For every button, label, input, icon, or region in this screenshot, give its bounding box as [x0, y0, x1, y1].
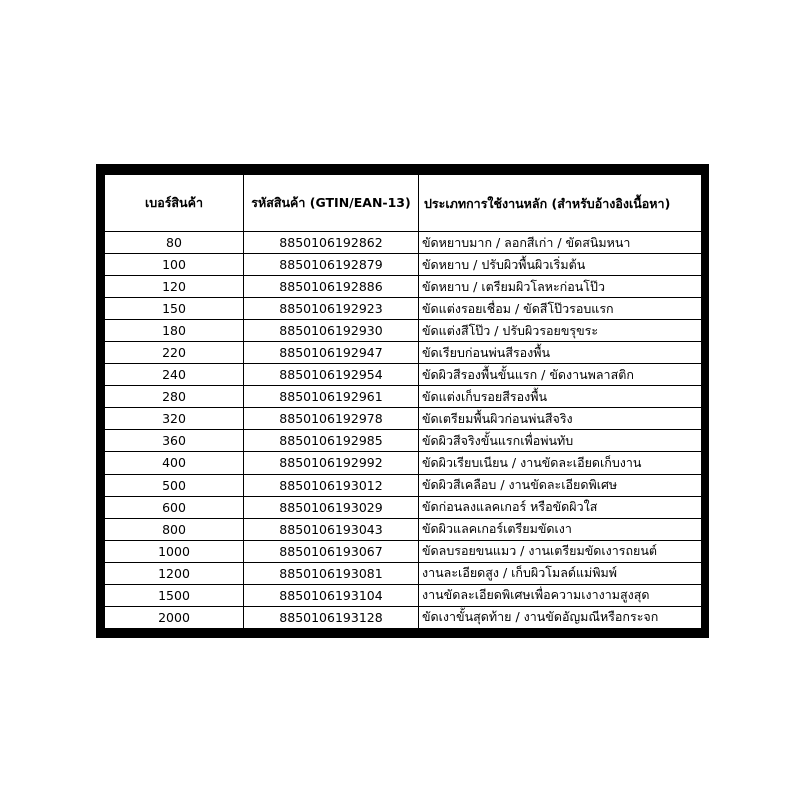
- grit-cell: 150: [105, 298, 244, 320]
- gtin-cell: 8850106193128: [244, 606, 419, 628]
- table-row: [105, 496, 702, 518]
- grit-cell: 80: [105, 232, 244, 254]
- grit-cell: 100: [105, 254, 244, 276]
- grit-cell: 1200: [105, 562, 244, 584]
- gtin-cell: 8850106193067: [244, 540, 419, 562]
- gtin-cell: 8850106193012: [244, 474, 419, 496]
- table-body: [105, 232, 702, 629]
- grit-cell: 360: [105, 430, 244, 452]
- grit-cell: 180: [105, 320, 244, 342]
- gtin-cell: 8850106193029: [244, 496, 419, 518]
- usage-cell: ขัดแต่งสีโป๊ว / ปรับผิวรอยขรุขระ: [419, 320, 702, 342]
- gtin-cell: 8850106193081: [244, 562, 419, 584]
- grit-cell: 120: [105, 276, 244, 298]
- table-row: [105, 320, 702, 342]
- table-row: [105, 408, 702, 430]
- gtin-cell: 8850106193043: [244, 518, 419, 540]
- header-gtin: รหัสสินค้า (GTIN/EAN-13): [244, 175, 419, 232]
- table-row: [105, 562, 702, 584]
- gtin-cell: 8850106192985: [244, 430, 419, 452]
- table-row: [105, 584, 702, 606]
- gtin-cell: 8850106192923: [244, 298, 419, 320]
- table-row: [105, 232, 702, 254]
- grit-cell: 240: [105, 364, 244, 386]
- usage-cell: ขัดแต่งเก็บรอยสีรองพื้น: [419, 386, 702, 408]
- usage-cell: งานขัดละเอียดพิเศษเพื่อความเงางามสูงสุด: [419, 584, 702, 606]
- table-row: [105, 606, 702, 628]
- grit-cell: 1500: [105, 584, 244, 606]
- gtin-cell: 8850106192947: [244, 342, 419, 364]
- table-row: [105, 430, 702, 452]
- usage-cell: ขัดผิวสีเคลือบ / งานขัดละเอียดพิเศษ: [419, 474, 702, 496]
- gtin-cell: 8850106192886: [244, 276, 419, 298]
- grit-cell: 2000: [105, 606, 244, 628]
- table-row: [105, 254, 702, 276]
- table-row: [105, 364, 702, 386]
- usage-cell: ขัดหยาบ / เตรียมผิวโลหะก่อนโป๊ว: [419, 276, 702, 298]
- gtin-cell: 8850106192862: [244, 232, 419, 254]
- header-usage: ประเภทการใช้งานหลัก (สำหรับอ้างอิงเนื้อหา): [419, 175, 702, 232]
- grit-cell: 500: [105, 474, 244, 496]
- grit-cell: 800: [105, 518, 244, 540]
- grit-cell: 600: [105, 496, 244, 518]
- gtin-cell: 8850106192930: [244, 320, 419, 342]
- usage-cell: ขัดเรียบก่อนพ่นสีรองพื้น: [419, 342, 702, 364]
- product-table: [104, 174, 702, 629]
- usage-cell: ขัดผิวเรียบเนียน / งานขัดละเอียดเก็บงาน: [419, 452, 702, 474]
- grit-cell: 320: [105, 408, 244, 430]
- table-row: [105, 386, 702, 408]
- table-row: [105, 276, 702, 298]
- gtin-cell: 8850106192954: [244, 364, 419, 386]
- gtin-cell: 8850106193104: [244, 584, 419, 606]
- table-row: [105, 474, 702, 496]
- table-frame: [96, 164, 709, 638]
- usage-cell: ขัดเตรียมพื้นผิวก่อนพ่นสีจริง: [419, 408, 702, 430]
- usage-cell: ขัดผิวสีรองพื้นขั้นแรก / ขัดงานพลาสติก: [419, 364, 702, 386]
- usage-cell: ขัดเงาขั้นสุดท้าย / งานขัดอัญมณีหรือกระจก: [419, 606, 702, 628]
- header-grit: เบอร์สินค้า: [105, 175, 244, 232]
- usage-cell: ขัดหยาบมาก / ลอกสีเก่า / ขัดสนิมหนา: [419, 232, 702, 254]
- grit-cell: 220: [105, 342, 244, 364]
- grit-cell: 400: [105, 452, 244, 474]
- table-row: [105, 452, 702, 474]
- usage-cell: ขัดผิวแลคเกอร์เตรียมขัดเงา: [419, 518, 702, 540]
- gtin-cell: 8850106192961: [244, 386, 419, 408]
- table-row: [105, 342, 702, 364]
- table-row: [105, 540, 702, 562]
- usage-cell: ขัดลบรอยขนแมว / งานเตรียมขัดเงารถยนต์: [419, 540, 702, 562]
- table-row: [105, 518, 702, 540]
- gtin-cell: 8850106192879: [244, 254, 419, 276]
- table-row: [105, 298, 702, 320]
- usage-cell: ขัดหยาบ / ปรับผิวพื้นผิวเริ่มต้น: [419, 254, 702, 276]
- gtin-cell: 8850106192978: [244, 408, 419, 430]
- grit-cell: 1000: [105, 540, 244, 562]
- grit-cell: 280: [105, 386, 244, 408]
- usage-cell: งานละเอียดสูง / เก็บผิวโมลด์แม่พิมพ์: [419, 562, 702, 584]
- gtin-cell: 8850106192992: [244, 452, 419, 474]
- header-row: [105, 175, 702, 232]
- usage-cell: ขัดผิวสีจริงขั้นแรกเพื่อพ่นทับ: [419, 430, 702, 452]
- usage-cell: ขัดก่อนลงแลคเกอร์ หรือขัดผิวใส: [419, 496, 702, 518]
- usage-cell: ขัดแต่งรอยเชื่อม / ขัดสีโป๊วรอบแรก: [419, 298, 702, 320]
